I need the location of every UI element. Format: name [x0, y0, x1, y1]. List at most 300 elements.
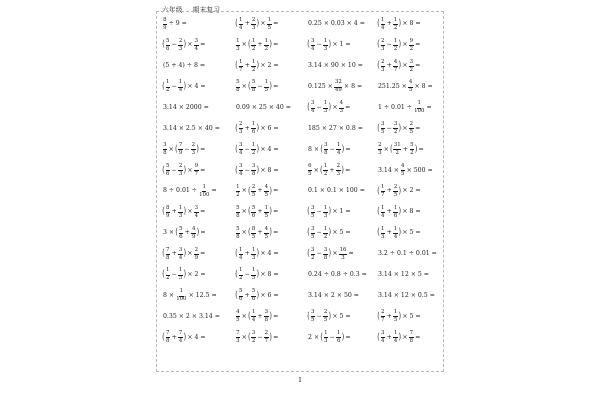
parenthesis: ( [377, 331, 380, 343]
fraction-numerator: 4 [264, 227, 268, 234]
parenthesis: ( [248, 227, 251, 238]
fraction [409, 331, 413, 344]
fraction-numerator: 7 [236, 331, 240, 338]
fraction [236, 310, 240, 323]
fraction-denominator: 5 [393, 191, 398, 198]
fraction-denominator: 6 [251, 296, 256, 303]
expression-text: + [257, 187, 263, 195]
expression-text: × [168, 145, 174, 153]
fraction [393, 310, 397, 323]
expression-text: − [316, 41, 322, 49]
expression-text: = [200, 208, 206, 216]
parenthesis: ) [196, 227, 200, 238]
fraction-denominator: 6 [251, 212, 256, 219]
fraction [178, 143, 182, 156]
fraction [323, 206, 327, 219]
fraction-numerator: 2 [178, 39, 182, 46]
fraction-denominator: 5 [311, 317, 315, 324]
parenthesis: ( [307, 101, 310, 113]
fraction-numerator: 1 [236, 185, 240, 192]
fraction [251, 289, 255, 302]
fraction [323, 310, 327, 323]
exercise-problem [307, 244, 377, 265]
fraction [393, 185, 397, 198]
expression-text: × 8 = [343, 83, 363, 91]
expression-text: × [332, 103, 338, 111]
expression-text: − [316, 312, 322, 320]
parenthesis: ( [307, 206, 310, 218]
expression-text: = [273, 83, 279, 91]
expression-text: + [386, 229, 392, 237]
fraction-numerator: 1 [381, 206, 385, 213]
grade-label: 六年级 [162, 6, 183, 14]
fraction-numerator: 1 [323, 39, 327, 46]
parenthesis: ( [248, 80, 251, 92]
expression-text: − [244, 166, 250, 174]
expression-text: − [171, 83, 177, 91]
fraction-numerator: 1 [251, 39, 255, 46]
parenthesis: ) [398, 39, 402, 50]
fraction [267, 18, 271, 31]
fraction [251, 122, 255, 135]
parenthesis: ) [183, 206, 187, 218]
expression-text: × 4 = [260, 250, 279, 258]
parenthesis: ( [307, 310, 310, 322]
parenthesis: ( [377, 122, 380, 134]
fraction-numerator: 3 [311, 310, 315, 317]
fraction [251, 143, 255, 156]
fraction-numerator: 3 [163, 143, 167, 150]
exercise-problem [235, 118, 307, 139]
fraction [251, 164, 255, 177]
exercise-problem [162, 118, 238, 139]
expression-text: × 8 = [402, 20, 421, 28]
fraction [408, 80, 412, 93]
fraction-denominator: 6 [251, 129, 256, 136]
fraction [178, 248, 182, 261]
parenthesis: ( [377, 206, 380, 218]
fraction [393, 227, 397, 240]
parenthesis: ( [307, 39, 310, 50]
fraction-numerator: 4 [264, 185, 268, 192]
exercise-problem [162, 14, 238, 35]
fraction-denominator: 4 [381, 24, 385, 31]
fraction [166, 331, 170, 344]
expression-text: − [171, 271, 177, 279]
fraction [381, 185, 385, 198]
parenthesis: ) [328, 310, 332, 322]
fraction-numerator: 1 [251, 60, 255, 67]
fraction-numerator: 2 [323, 310, 327, 317]
expression-text: − [386, 124, 392, 132]
fraction-denominator: 3 [336, 170, 341, 177]
expression-text: = [426, 103, 432, 111]
expression-text: − [386, 41, 392, 49]
fraction-denominator: 8 [236, 212, 240, 219]
fraction-denominator: 8 [323, 254, 328, 261]
exercise-problem [162, 139, 238, 160]
fraction-denominator: 3 [324, 338, 328, 345]
fraction-numerator: 4 [401, 164, 405, 171]
fraction [251, 310, 255, 323]
fraction-numerator: 1 [393, 227, 397, 234]
expression-text: × [402, 333, 408, 341]
expression-text: × [187, 41, 193, 49]
exercise-problem [307, 160, 377, 181]
fraction-denominator: 7 [264, 338, 269, 345]
fraction-numerator: 1 [324, 331, 328, 338]
expression-text: = [200, 41, 206, 49]
fraction-denominator: 4 [311, 108, 315, 115]
fraction [251, 185, 255, 198]
fraction [409, 39, 413, 52]
expression-text: (5 + 4) ÷ 8 = [163, 62, 206, 70]
fraction [194, 39, 198, 52]
exercise-problem [162, 244, 238, 265]
fraction [178, 331, 182, 344]
fraction-denominator: 2 [264, 45, 269, 52]
fraction [236, 206, 240, 219]
fraction [166, 268, 170, 281]
fraction [323, 39, 327, 52]
fraction-denominator: 3 [378, 150, 382, 157]
fraction-numerator: 1 [381, 227, 385, 234]
parenthesis: ) [414, 143, 418, 155]
fraction-numerator: 1 [323, 227, 327, 234]
exercise-problem [235, 14, 307, 35]
fraction-numerator: 3 [409, 60, 413, 67]
fraction [381, 310, 385, 323]
parenthesis: ) [328, 39, 332, 50]
fraction-denominator: 3 [381, 66, 385, 73]
fraction-numerator: 1 [166, 268, 170, 275]
parenthesis: ) [269, 185, 272, 197]
expression-text: 0.1 × 0.1 × 100 = [308, 187, 365, 195]
fraction [239, 164, 243, 177]
expression-text: × 8 = [414, 83, 433, 91]
exercise-problem [307, 56, 380, 77]
fraction-numerator: 1 [323, 101, 327, 108]
exercise-problem [377, 265, 442, 286]
expression-text: = [273, 229, 279, 237]
exercise-problem [235, 202, 310, 223]
fraction-denominator: 3 [323, 108, 328, 115]
fraction-denominator: 8 [236, 233, 240, 240]
fraction-numerator: 1 [393, 39, 397, 46]
fraction [264, 227, 268, 240]
exercise-problem [307, 327, 380, 348]
parenthesis: ) [256, 248, 260, 259]
fraction-numerator: 3 [194, 39, 198, 46]
fraction-denominator: 5 [251, 191, 256, 198]
parenthesis: ) [269, 310, 272, 322]
fraction-numerator: 5 [251, 80, 255, 87]
fraction-numerator: 31 [393, 143, 401, 150]
parenthesis: ( [235, 143, 238, 155]
fraction-numerator: 4 [191, 227, 195, 234]
fraction-denominator: 4 [239, 170, 243, 177]
exercise-problem [307, 181, 380, 202]
fraction-denominator: 2 [395, 150, 399, 157]
fraction-denominator: 8 [251, 87, 256, 94]
parenthesis: ( [162, 268, 165, 280]
fraction [199, 185, 210, 198]
exercise-problem [377, 306, 442, 327]
fraction-numerator: 3 [311, 227, 315, 234]
fraction-denominator: 6 [393, 212, 398, 219]
fraction-denominator: 4 [239, 24, 243, 31]
fraction [381, 122, 385, 135]
fraction-numerator: 2 [393, 185, 397, 192]
fraction-denominator: 5 [308, 170, 312, 177]
fraction-denominator: 6 [336, 338, 341, 345]
fraction-denominator: 3 [236, 338, 240, 345]
fraction-denominator: 2 [236, 191, 240, 198]
fraction-denominator: 5 [264, 87, 269, 94]
exercise-problem [162, 265, 238, 286]
fraction-denominator: 4 [178, 254, 183, 261]
parenthesis: ) [183, 248, 187, 259]
expression-text: − [184, 145, 190, 153]
parenthesis: ) [183, 39, 187, 50]
fraction-numerator: 1 [251, 268, 255, 275]
fraction-numerator: 3 [311, 206, 315, 213]
fraction [324, 143, 328, 156]
exercise-problem [377, 327, 442, 348]
parenthesis: ( [235, 268, 238, 280]
fraction-numerator: 3 [381, 122, 385, 129]
exercise-problem [377, 56, 442, 77]
fraction-numerator: 5 [236, 80, 240, 87]
fraction-denominator: 3 [239, 129, 243, 136]
exercise-problem [307, 286, 377, 307]
expression-text: 3.2 ÷ 0.1 ÷ 0.01 = [378, 250, 437, 258]
fraction [393, 206, 397, 219]
exercise-problem [377, 139, 442, 160]
fraction-denominator: 3 [381, 233, 385, 240]
parenthesis: ) [183, 164, 187, 176]
exercise-problem [162, 202, 235, 223]
exercise-problem [162, 98, 235, 119]
expression-text: = [200, 250, 206, 258]
parenthesis: ( [248, 39, 251, 50]
fraction-denominator: 2 [166, 87, 170, 94]
fraction-denominator: 4 [194, 45, 199, 52]
fraction [251, 60, 255, 73]
expression-text: + [386, 208, 392, 216]
parenthesis: ) [256, 143, 260, 155]
exercise-problem [162, 327, 235, 348]
fraction-denominator: 3 [178, 45, 183, 52]
expression-text: = [273, 20, 279, 28]
fraction-numerator: 1 [393, 206, 397, 213]
fraction [236, 185, 240, 198]
expression-text: 3.14 × 2 × 50 = [308, 291, 359, 299]
fraction-numerator: 5 [251, 206, 255, 213]
fraction [381, 60, 385, 73]
fraction [393, 122, 397, 135]
fraction-numerator: 1 [179, 289, 183, 296]
expression-text: × [241, 333, 247, 341]
expression-text: + [386, 312, 392, 320]
expression-text: − [316, 208, 322, 216]
expression-text: = [273, 41, 279, 49]
fraction-denominator: 5 [408, 87, 413, 94]
fraction-denominator: 6 [239, 296, 243, 303]
exercise-problem [162, 306, 235, 327]
parenthesis: ( [162, 206, 165, 218]
fraction [393, 18, 397, 31]
fraction [178, 39, 182, 52]
expression-text: = [415, 124, 421, 132]
fraction-numerator: 1 [264, 80, 268, 87]
exercise-problem [235, 56, 307, 77]
expression-text: 0.24 ÷ 0.8 ÷ 0.3 = [308, 271, 367, 279]
parenthesis: ( [307, 227, 310, 238]
exercise-problem [235, 35, 310, 56]
fraction-denominator: 5 [264, 212, 269, 219]
fraction-denominator: 2 [393, 24, 398, 31]
expression-text: = [200, 166, 206, 174]
parenthesis: ) [269, 206, 272, 218]
exercise-problem [235, 327, 307, 348]
expression-text: + [402, 145, 408, 153]
fraction-denominator: 2 [393, 45, 398, 52]
fraction-numerator: 3 [239, 143, 243, 150]
parenthesis: ) [256, 60, 260, 71]
fraction-numerator: 1 [381, 185, 385, 192]
fraction-numerator: 5 [251, 289, 255, 296]
exercise-problem [162, 35, 235, 56]
fraction [179, 227, 183, 240]
fraction [178, 206, 182, 219]
fraction-denominator: 5 [264, 191, 269, 198]
fraction-denominator: 6 [166, 170, 170, 177]
fraction-numerator: 1 [251, 248, 255, 255]
parenthesis: ) [183, 331, 187, 343]
fraction-numerator: 1 [267, 18, 271, 25]
fraction [339, 101, 343, 114]
exercise-problem [162, 181, 235, 202]
parenthesis: ) [269, 331, 272, 343]
fraction-denominator: 3 [191, 150, 196, 157]
fraction [239, 268, 243, 281]
fraction-denominator: 3 [323, 45, 328, 52]
fraction-numerator: 9 [409, 39, 413, 46]
fraction-numerator: 5 [179, 227, 183, 234]
expression-text: + [386, 62, 392, 70]
expression-text: 3 × [163, 229, 175, 237]
fraction [311, 206, 315, 219]
expression-text: × [383, 145, 389, 153]
fraction [239, 248, 243, 261]
fraction [251, 206, 255, 219]
fraction-numerator: 5 [166, 164, 170, 171]
parenthesis: ) [256, 164, 260, 176]
fraction-numerator: 7 [178, 143, 182, 150]
exercise-problem [307, 223, 380, 244]
expression-text: = [345, 103, 351, 111]
expression-text: + [257, 208, 263, 216]
exercise-problem [235, 139, 307, 160]
fraction [393, 331, 397, 344]
expression-text: × [187, 250, 193, 258]
fraction-denominator: 8 [166, 254, 170, 261]
expression-text: × [241, 208, 247, 216]
expression-text: = [345, 145, 351, 153]
expression-text: = [348, 250, 354, 258]
fraction [251, 80, 255, 93]
fraction [251, 248, 255, 261]
fraction-numerator: 5 [410, 143, 414, 150]
expression-text: 0.35 × 2 × 3.14 = [163, 312, 220, 320]
fraction [409, 122, 413, 135]
fraction-denominator: 100 [414, 108, 425, 115]
expression-text: + [244, 62, 250, 70]
fraction-numerator: 7 [166, 331, 170, 338]
fraction [239, 60, 243, 73]
fraction [236, 331, 240, 344]
fraction-numerator: 1 [178, 80, 182, 87]
fraction [414, 101, 425, 114]
fraction-denominator: 4 [239, 254, 243, 261]
fraction [311, 310, 315, 323]
fraction-denominator: 2 [409, 66, 414, 73]
fraction-numerator: 1 [381, 18, 385, 25]
fraction-numerator: 2 [239, 122, 243, 129]
fraction-denominator: 3 [339, 108, 344, 115]
fraction [393, 60, 397, 73]
fraction [336, 143, 340, 156]
fraction [166, 80, 170, 93]
fraction-denominator: 3 [236, 45, 240, 52]
expression-text: + [244, 124, 250, 132]
parenthesis: ) [183, 80, 187, 92]
fraction-denominator: 5 [267, 24, 272, 31]
fraction [381, 206, 385, 219]
expression-text: × 6 = [260, 124, 279, 132]
fraction-denominator: 2 [251, 338, 256, 345]
exercise-problem [307, 35, 380, 56]
expression-text: × 2 = [260, 62, 279, 70]
fraction [264, 206, 268, 219]
fraction [264, 80, 268, 93]
fraction-numerator: 16 [339, 248, 347, 255]
expression-text: × 4 = [260, 145, 279, 153]
fraction-denominator: 4 [178, 338, 183, 345]
parenthesis: ) [398, 331, 402, 343]
fraction-denominator: 5 [393, 317, 398, 324]
fraction-denominator: 2 [251, 45, 256, 52]
fraction-denominator: 5 [401, 170, 405, 177]
fraction-numerator: 1 [239, 248, 243, 255]
parenthesis: ( [235, 164, 238, 176]
expression-text: + [171, 208, 177, 216]
fraction-denominator: 2 [251, 150, 256, 157]
parenthesis: ( [162, 248, 165, 259]
expression-text: × [241, 187, 247, 195]
parenthesis: ( [377, 18, 380, 30]
parenthesis: ( [320, 143, 323, 155]
expression-text: + [386, 333, 392, 341]
fraction-numerator: 1 [251, 310, 255, 317]
exercise-problem [162, 77, 235, 98]
parenthesis: ( [235, 122, 238, 134]
exercise-problem [235, 77, 307, 98]
fraction-denominator: 100 [199, 191, 210, 198]
exercise-problem [307, 14, 380, 35]
fraction-denominator: 49 [334, 87, 342, 94]
